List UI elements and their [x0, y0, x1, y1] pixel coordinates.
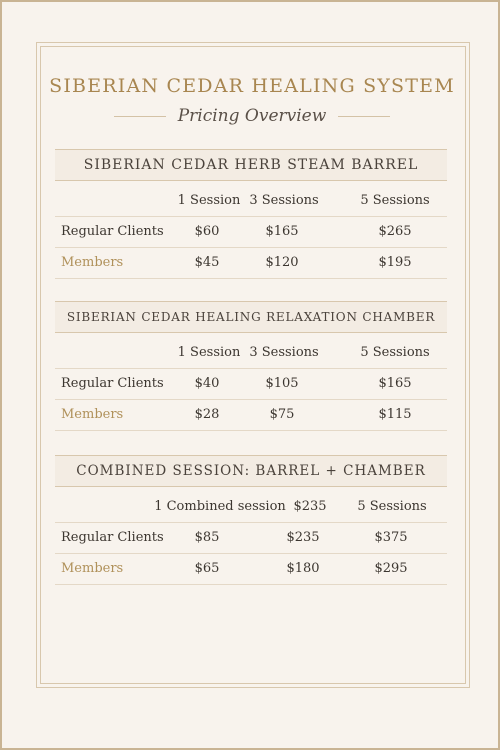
page-subtitle: Pricing Overview	[166, 106, 339, 126]
price-cell: $195	[378, 255, 412, 270]
section-steam-barrel	[55, 149, 447, 279]
section-relaxation-chamber	[55, 301, 447, 431]
price-cell: $105	[265, 376, 299, 391]
price-cell: $120	[265, 255, 299, 270]
column-header: 1 Combined session	[154, 499, 286, 514]
table-row	[55, 248, 447, 279]
row-label: Members	[61, 407, 124, 422]
price-cell: $65	[194, 561, 220, 576]
price-cell: $115	[378, 407, 412, 422]
column-header-row	[55, 186, 447, 217]
row-label: Regular Clients	[61, 530, 164, 545]
column-header: 5 Sessions	[360, 345, 430, 360]
row-label: Members	[61, 561, 124, 576]
price-cell: $75	[269, 407, 295, 422]
section-title: SIBERIAN CEDAR HEALING RELAXATION CHAMBER	[55, 301, 447, 333]
column-header-row	[55, 492, 447, 523]
section-title: SIBERIAN CEDAR HERB STEAM BARREL	[55, 149, 447, 181]
table-row	[55, 554, 447, 585]
table-row	[55, 369, 447, 400]
price-cell: $165	[265, 224, 299, 239]
column-header: 3 Sessions	[249, 345, 319, 360]
price-cell: $165	[378, 376, 412, 391]
price-cell: $180	[286, 561, 320, 576]
price-cell: $295	[374, 561, 408, 576]
page-title: SIBERIAN CEDAR HEALING SYSTEM	[49, 75, 455, 97]
row-label: Regular Clients	[61, 224, 164, 239]
table-row	[55, 400, 447, 431]
subtitle-wrap	[2, 106, 500, 126]
row-label: Members	[61, 255, 124, 270]
price-cell: $60	[194, 224, 220, 239]
price-cell: $28	[194, 407, 220, 422]
column-header: 1 Session	[177, 345, 241, 360]
column-header-row	[55, 338, 447, 369]
price-cell: $85	[194, 530, 220, 545]
price-cell: $235	[286, 530, 320, 545]
section-title: COMBINED SESSION: BARREL + CHAMBER	[55, 455, 447, 487]
column-header: 5 Sessions	[357, 499, 427, 514]
column-header: 3 Sessions	[249, 193, 319, 208]
price-cell: $265	[378, 224, 412, 239]
table-row	[55, 217, 447, 248]
price-cell: $375	[374, 530, 408, 545]
section-combined-session	[55, 455, 447, 585]
row-label: Regular Clients	[61, 376, 164, 391]
column-header: 1 Session	[177, 193, 241, 208]
column-header: $235	[293, 499, 327, 514]
price-cell: $45	[194, 255, 220, 270]
column-header: 5 Sessions	[360, 193, 430, 208]
price-cell: $40	[194, 376, 220, 391]
table-row	[55, 523, 447, 554]
